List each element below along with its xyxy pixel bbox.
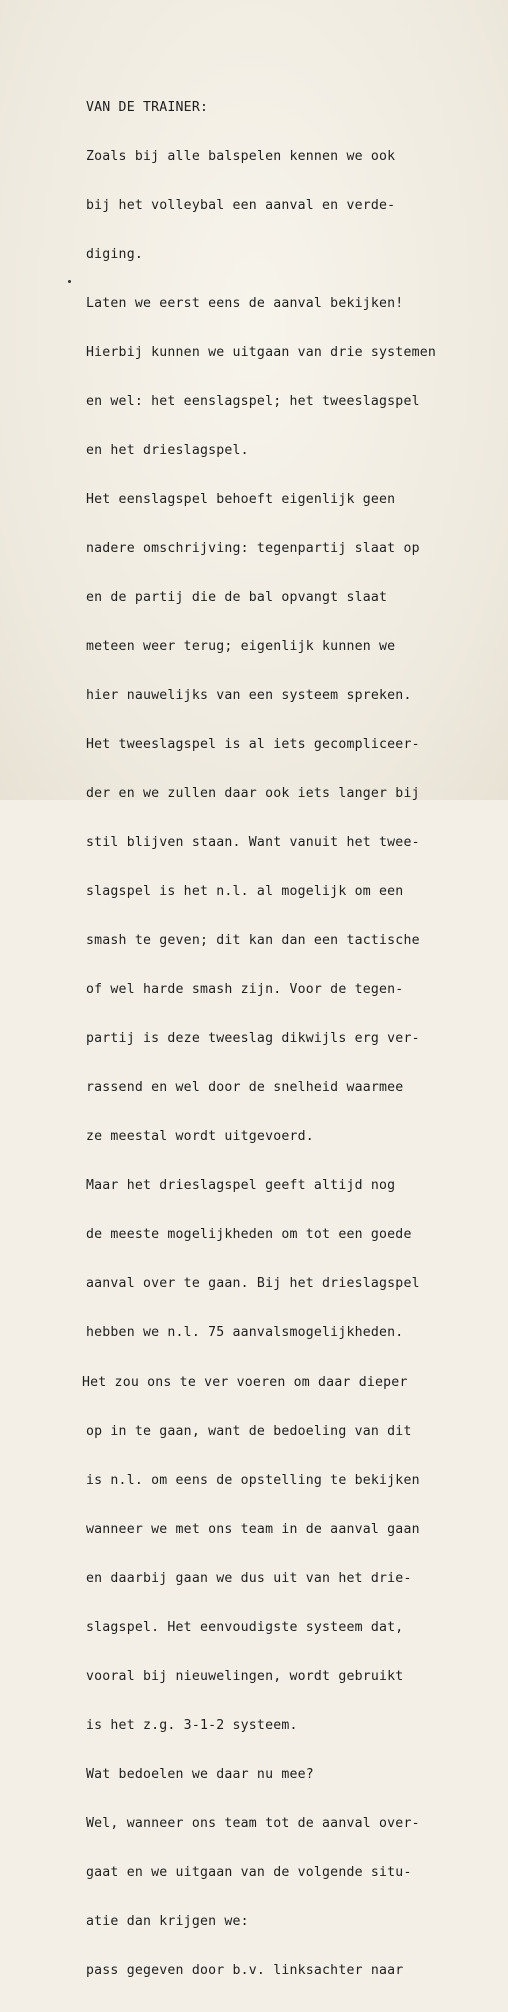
text-line: ze meestal wordt uitgevoerd.: [86, 1129, 314, 1145]
text-line: diging.: [86, 246, 143, 262]
text-line: rassend en wel door de snelheid waarmee: [86, 1080, 404, 1096]
typed-text-block: [82, 67, 508, 2012]
text-line: is het z.g. 3-1-2 systeem.: [86, 1717, 298, 1733]
text-line: Het zou ons te ver voeren om daar dieper: [82, 1374, 408, 1390]
text-line: slagspel. Het eenvoudigste systeem dat,: [86, 1619, 404, 1635]
text-line: Maar het drieslagspel geeft altijd nog: [86, 1178, 396, 1194]
text-line: partij is deze tweeslag dikwijls erg ver-: [86, 1031, 420, 1047]
text-line: vooral bij nieuwelingen, wordt gebruikt: [86, 1668, 404, 1684]
text-line: hebben we n.l. 75 aanvalsmogelijkheden.: [86, 1325, 404, 1341]
text-line: op in te gaan, want de bedoeling van dit: [86, 1423, 412, 1439]
text-line: smash te geven; dit kan dan een tactische: [86, 933, 420, 949]
text-line: Wel, wanneer ons team tot de aanval over-: [86, 1815, 420, 1831]
text-line: Het eenslagspel behoeft eigenlijk geen: [86, 491, 396, 507]
text-line: aanval over te gaan. Bij het drieslagspel: [86, 1276, 420, 1292]
text-line: slagspel is het n.l. al mogelijk om een: [86, 884, 404, 900]
text-line: der en we zullen daar ook iets langer bij: [86, 786, 420, 802]
text-line: meteen weer terug; eigenlijk kunnen we: [86, 639, 396, 655]
text-line: Het tweeslagspel is al iets gecompliceer-: [86, 737, 420, 753]
text-line: stil blijven staan. Want vanuit het twee-: [86, 835, 420, 851]
text-line: wanneer we met ons team in de aanval gaan: [86, 1521, 420, 1537]
text-line: en daarbij gaan we dus uit van het drie-: [86, 1570, 412, 1586]
text-line: is n.l. om eens de opstelling te bekijken: [86, 1472, 420, 1488]
text-line: of wel harde smash zijn. Voor de tegen-: [86, 982, 404, 998]
text-line: de meeste mogelijkheden om tot een goede: [86, 1227, 412, 1243]
text-line: gaat en we uitgaan van de volgende situ-: [86, 1864, 412, 1880]
text-line: en wel: het eenslagspel; het tweeslagspel: [86, 393, 420, 409]
margin-dot: [68, 280, 71, 283]
text-line: hier nauwelijks van een systeem spreken.: [86, 688, 412, 704]
text-line: Laten we eerst eens de aanval bekijken!: [86, 295, 404, 311]
text-line: atie dan krijgen we:: [86, 1913, 249, 1929]
text-line: en de partij die de bal opvangt slaat: [86, 590, 388, 605]
text-line: en het drieslagspel.: [86, 442, 249, 458]
text-line: bij het volleybal een aanval en verde-: [86, 197, 396, 213]
text-line: pass gegeven door b.v. linksachter naar: [86, 1962, 404, 1978]
text-line: Hierbij kunnen we uitgaan van drie systemen: [86, 344, 437, 360]
text-line: Zoals bij alle balspelen kennen we ook: [86, 148, 396, 164]
heading: VAN DE TRAINER:: [86, 99, 209, 115]
text-line: nadere omschrijving: tegenpartij slaat op: [86, 540, 420, 556]
text-line: Wat bedoelen we daar nu mee?: [86, 1766, 314, 1782]
